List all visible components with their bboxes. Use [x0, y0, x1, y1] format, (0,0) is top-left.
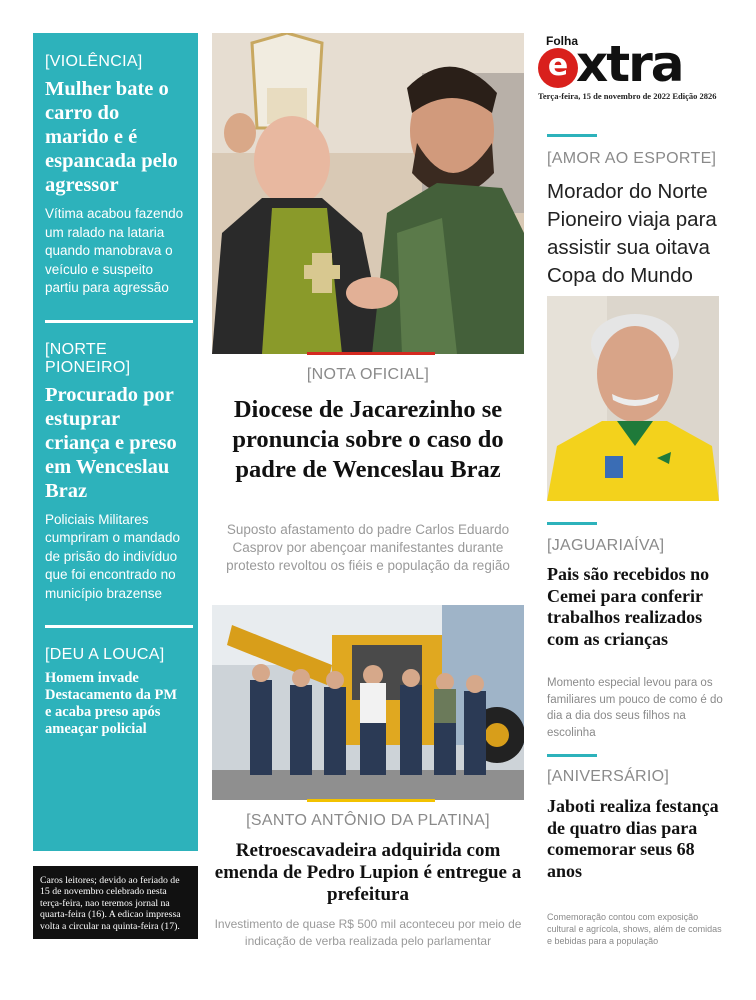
logo-folha-text: Folha — [546, 34, 578, 48]
section-kicker: [ANIVERSÁRIO] — [547, 768, 670, 785]
section-kicker: [VIOLÊNCIA] — [45, 53, 143, 70]
story-headline[interactable]: Mulher bate o carro do marido e é espancada pelo agressor — [45, 78, 178, 196]
bishop-priest-illustration — [212, 33, 524, 354]
story-headline[interactable]: Procurado por estuprar criança e preso em Wenceslau Braz — [45, 383, 177, 502]
section-kicker: [DEU A LOUCA] — [45, 646, 165, 663]
story-headline[interactable]: Homem invade Destacamento da PM e acaba preso após ameaçar policial — [45, 670, 178, 737]
bishop-priest-photo[interactable] — [212, 33, 524, 354]
left-news-column — [33, 33, 198, 851]
divider — [547, 522, 597, 525]
story-violencia[interactable] — [45, 53, 186, 298]
story-summary: Policiais Militares cumpriram o mandado de prisão do indivíduo que foi encontrado no município brazense — [45, 511, 181, 601]
story-headline[interactable]: Morador do Norte Pioneiro viaja para assistir sua oitava Copa do Mundo — [547, 180, 717, 287]
section-kicker: [AMOR AO ESPORTE] — [547, 150, 717, 167]
divider — [45, 320, 193, 323]
story-headline[interactable]: Pais são recebidos no Cemei para conferir trabalhos realizados com as crianças — [547, 564, 710, 649]
second-summary: Investimento de quase R$ 500 mil aconteceu por meio de indicação de verba realizada pelo parlamentar — [214, 917, 522, 948]
backhoe-delivery-photo[interactable] — [212, 605, 524, 800]
fan-photo[interactable] — [547, 296, 719, 501]
divider — [547, 134, 597, 137]
story-summary: Comemoração contou com exposição cultural e agrícola, shows, além de comidas e bebidas para a população — [547, 912, 722, 946]
story-headline[interactable]: Jaboti realiza festança de quatro dias para comemorar seus 68 anos — [547, 796, 719, 881]
accent-bar-yellow — [307, 799, 435, 802]
second-headline[interactable]: Retroescavadeira adquirida com emenda de Pedro Lupion é entregue a prefeitura — [214, 840, 522, 905]
reader-notice-box: Caros leitores; devido ao feriado de 15 de novembro celebrado nesta terça-feira, nao teremos jornal na quarta-feira (16). A edicao impressa volta a circular na quinta-feira (17). — [33, 866, 198, 939]
main-summary: Suposto afastamento do padre Carlos Eduardo Casprov por abençoar manifestantes durante protesto revoltou os fiéis e população da região — [226, 522, 510, 573]
divider — [45, 625, 193, 628]
logo-e-badge: e — [538, 48, 578, 88]
divider — [547, 754, 597, 757]
story-summary: Momento especial levou para os familiares um pouco de como é do dia a dia dos seus filhos na escolinha — [547, 677, 723, 739]
edition-date: Terça-feira, 15 de novembro de 2022 Edição 2826 — [538, 91, 717, 101]
main-headline[interactable]: Diocese de Jacarezinho se pronuncia sobre o caso do padre de Wenceslau Braz — [232, 396, 504, 483]
masthead-logo[interactable] — [538, 28, 728, 108]
story-norte-pioneiro[interactable] — [45, 341, 186, 604]
story-deu-a-louca[interactable] — [45, 646, 186, 738]
section-kicker: [NORTE PIONEIRO] — [45, 340, 131, 376]
section-kicker: [SANTO ANTÔNIO DA PLATINA] — [246, 812, 490, 829]
logo-xtra-text: xtra — [576, 35, 683, 93]
fan-illustration — [547, 296, 719, 501]
story-summary: Vítima acabou fazendo um ralado na lataria quando manobrava o veículo e suspeito partiu para agressão — [45, 206, 184, 295]
accent-bar-red — [307, 352, 435, 355]
backhoe-group-illustration — [212, 605, 524, 800]
section-kicker: [JAGUARIAÍVA] — [547, 537, 665, 554]
section-kicker: [NOTA OFICIAL] — [306, 366, 430, 383]
